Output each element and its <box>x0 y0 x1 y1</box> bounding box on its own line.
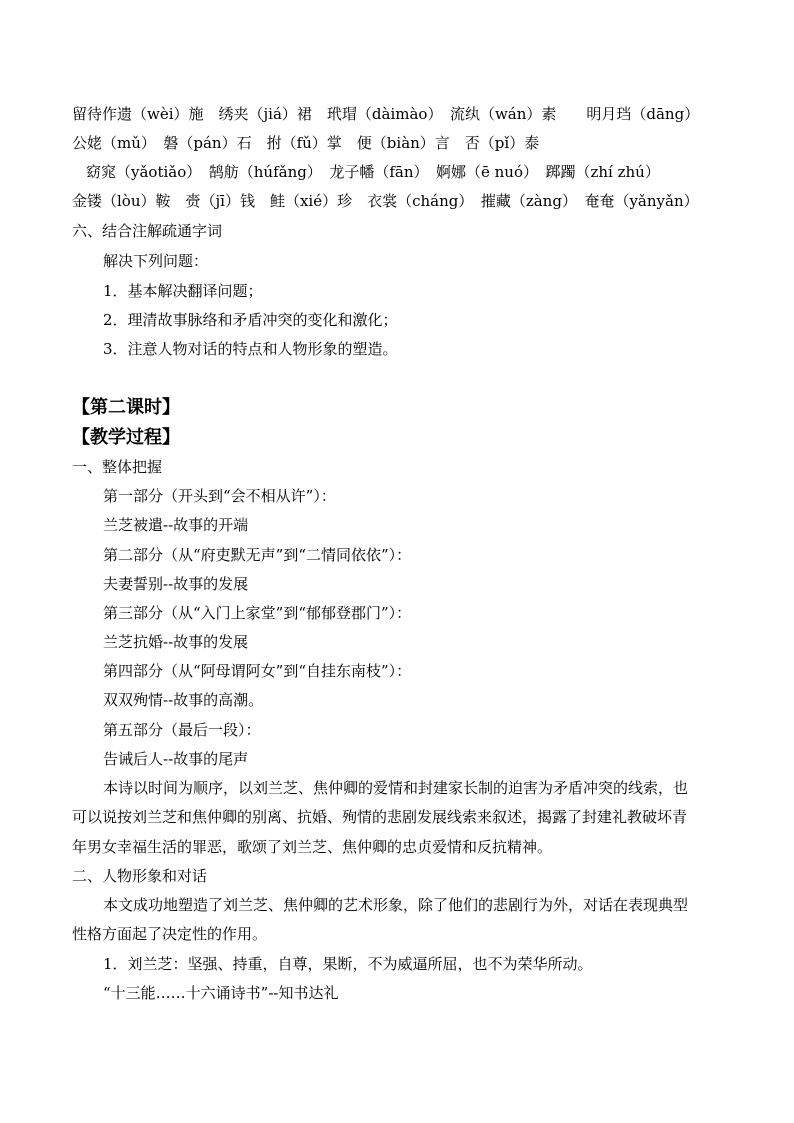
section-heading: 六、结合注解疏通字词 <box>72 222 223 240</box>
outline-line: 双双殉情--故事的高潮。 <box>103 691 264 709</box>
pinyin-line: 留待作遗（wèi）施 绣夹（jiá）裙 玳瑁（dàimào） 流纨（wán）素 明月珰（dāng） <box>72 105 700 123</box>
paragraph-line: 年男女幸福生活的罪恶，歌颂了刘兰芝、焦仲卿的忠贞爱情和反抗精神。 <box>72 838 553 856</box>
pinyin-line: 金镂（lòu）鞍 赍（jī）钱 鲑（xié）珍 衣裳（cháng） 摧藏（zàng） 奄奄（yǎnyǎn） <box>72 192 699 210</box>
part-heading: 二、人物形象和对话 <box>72 867 208 885</box>
outline-line: 夫妻誓别--故事的发展 <box>103 575 249 593</box>
pinyin-line: 公姥（mǔ） 磐（pán）石 拊（fǔ）掌 便（biàn）言 否（pǐ）泰 <box>72 134 540 152</box>
paragraph-line: 本诗以时间为顺序，以刘兰芝、焦仲卿的爱情和封建家长制的迫害为矛盾冲突的线索，也 <box>103 779 689 797</box>
process-title: 【教学过程】 <box>72 427 180 448</box>
quote-line: “十三能……十六诵诗书”--知书达礼 <box>103 984 339 1002</box>
list-item: 1．刘兰芝：坚强、持重，自尊，果断，不为威逼所屈，也不为荣华所动。 <box>103 955 593 973</box>
outline-line: 第三部分（从“入门上家堂”到“郁郁登郡门”）： <box>103 604 412 622</box>
outline-line: 告诫后人--故事的尾声 <box>103 750 249 768</box>
part-heading: 一、整体把握 <box>72 458 163 476</box>
paragraph-line: 本文成功地塑造了刘兰芝、焦仲卿的艺术形象，除了他们的悲剧行为外，对话在表现典型 <box>103 896 689 914</box>
list-item: 2．理清故事脉络和矛盾冲突的变化和激化； <box>103 311 398 329</box>
outline-line: 第四部分（从“阿母谓阿女”到“自挂东南枝”）： <box>103 662 412 680</box>
section-intro: 解决下列问题： <box>103 252 209 270</box>
paragraph-line: 性格方面起了决定性的作用。 <box>72 925 268 943</box>
list-item: 3．注意人物对话的特点和人物形象的塑造。 <box>103 340 398 358</box>
outline-line: 兰芝被遣--故事的开端 <box>103 516 249 534</box>
pinyin-line: 窈窕（yǎotiǎo） 鹄舫（húfǎng） 龙子幡（fān） 婀娜（ē nuó） 踯躅（zhí zhú） <box>86 163 660 181</box>
outline-line: 第二部分（从“府吏默无声”到“二情同依依”）： <box>103 546 412 564</box>
lesson-title: 【第二课时】 <box>72 397 180 418</box>
paragraph-line: 可以说按刘兰芝和焦仲卿的别离、抗婚、殉情的悲剧发展线索来叙述，揭露了封建礼教破坏青 <box>72 808 688 826</box>
outline-line: 第五部分（最后一段）： <box>103 721 261 739</box>
outline-line: 第一部分（开头到“会不相从许”）： <box>103 487 336 505</box>
outline-line: 兰芝抗婚--故事的发展 <box>103 633 249 651</box>
list-item: 1．基本解决翻译问题； <box>103 282 263 300</box>
